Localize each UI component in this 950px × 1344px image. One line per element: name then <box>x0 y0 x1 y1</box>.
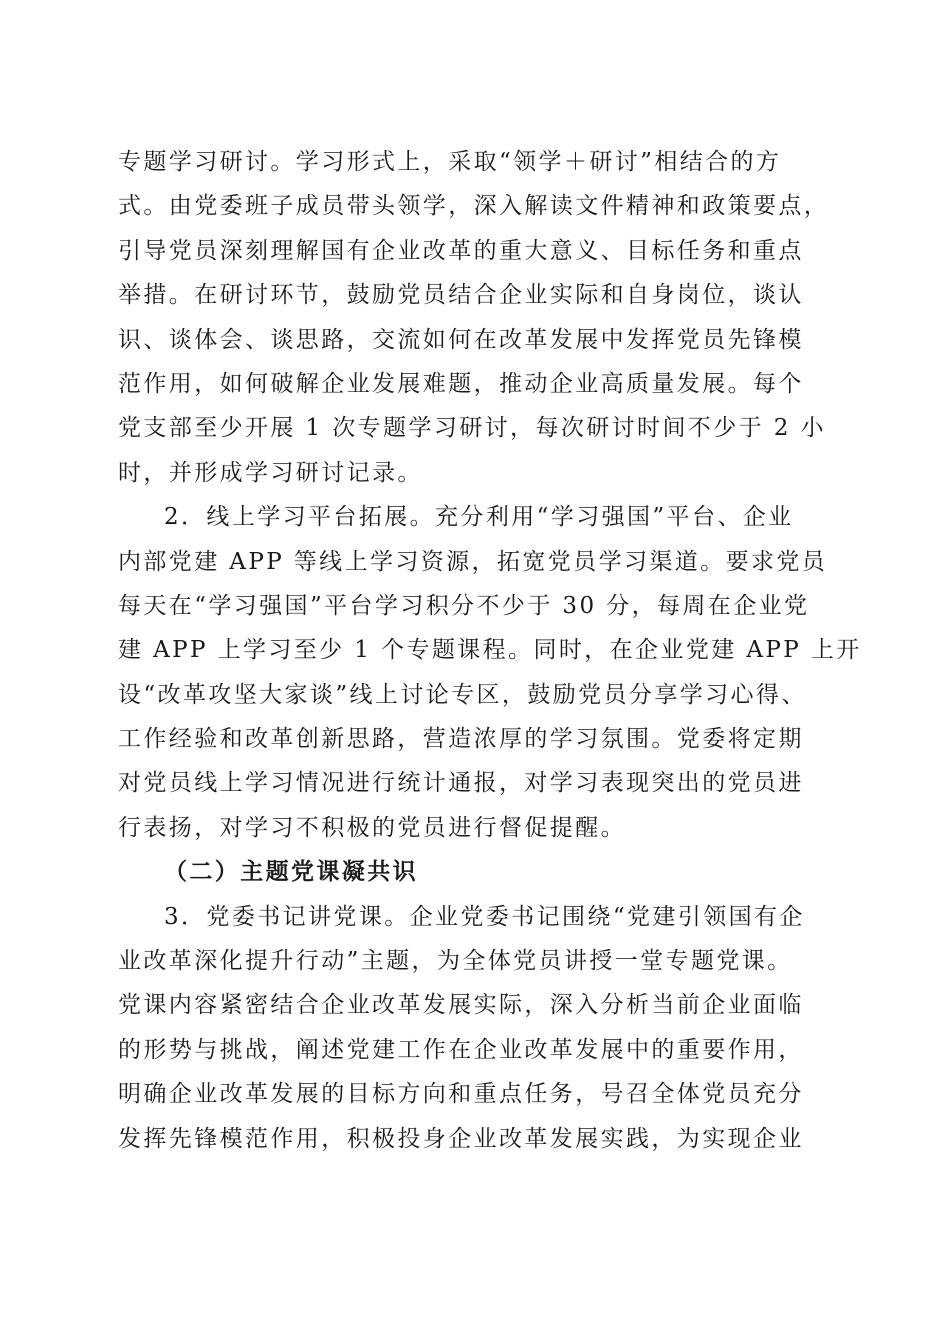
paragraph-line: 专题学习研讨。学习形式上，采取“领学＋研讨”相结合的方 <box>118 149 782 175</box>
paragraph-line: 发挥先锋模范作用，积极投身企业改革发展实践，为实现企业 <box>118 1125 804 1152</box>
paragraph-line: 业改革深化提升行动”主题，为全体党员讲授一堂专题党课。 <box>118 948 793 975</box>
paragraph-line: 工作经验和改革创新思路，营造浓厚的学习氛围。党委将定期 <box>118 726 804 753</box>
paragraph-line: 引导党员深刻理解国有企业改革的重大意义、目标任务和重点 <box>118 237 804 264</box>
document-body <box>118 140 862 1161</box>
paragraph-line: 内部党建 APP 等线上学习资源，拓宽党员学习渠道。要求党员 <box>118 548 828 575</box>
paragraph-line: 的形势与挑战，阐述党建工作在企业改革发展中的重要作用， <box>118 1036 804 1063</box>
paragraph-line: 党支部至少开展 1 次专题学习研讨，每次研讨时间不少于 2 小 <box>118 415 826 442</box>
paragraph-line: 对党员线上学习情况进行统计通报，对学习表现突出的党员进 <box>118 770 804 797</box>
paragraph-line: 时，并形成学习研讨记录。 <box>118 459 423 486</box>
paragraph-line: 范作用，如何破解企业发展难题，推动企业高质量发展。每个 <box>118 370 804 397</box>
paragraph-line: 2．线上学习平台拓展。充分利用“学习强国”平台、企业 <box>164 504 794 531</box>
paragraph-line: 式。由党委班子成员带头领学，深入解读文件精神和政策要点， <box>118 193 830 220</box>
section-heading: （二）主题党课凝共识 <box>164 858 418 886</box>
paragraph-line: 识、谈体会、谈思路，交流如何在改革发展中发挥党员先锋模 <box>118 326 804 353</box>
paragraph-line: 建 APP 上学习至少 1 个专题课程。同时，在企业党建 APP 上开 <box>118 637 862 664</box>
paragraph-line: 举措。在研讨环节，鼓励党员结合企业实际和自身岗位，谈认 <box>118 282 804 309</box>
paragraph-line: 明确企业改革发展的目标方向和重点任务，号召全体党员充分 <box>118 1081 804 1108</box>
paragraph-line: 党课内容紧密结合企业改革发展实际，深入分析当前企业面临 <box>118 992 804 1019</box>
paragraph-line: 行表扬，对学习不积极的党员进行督促提醒。 <box>118 814 626 841</box>
paragraph-line: 设“改革攻坚大家谈”线上讨论专区，鼓励党员分享学习心得、 <box>118 681 807 708</box>
paragraph-line: 3．党委书记讲党课。企业党委书记围绕“党建引领国有企 <box>164 903 805 930</box>
paragraph-line: 每天在“学习强国”平台学习积分不少于 30 分，每周在企业党 <box>118 592 810 619</box>
